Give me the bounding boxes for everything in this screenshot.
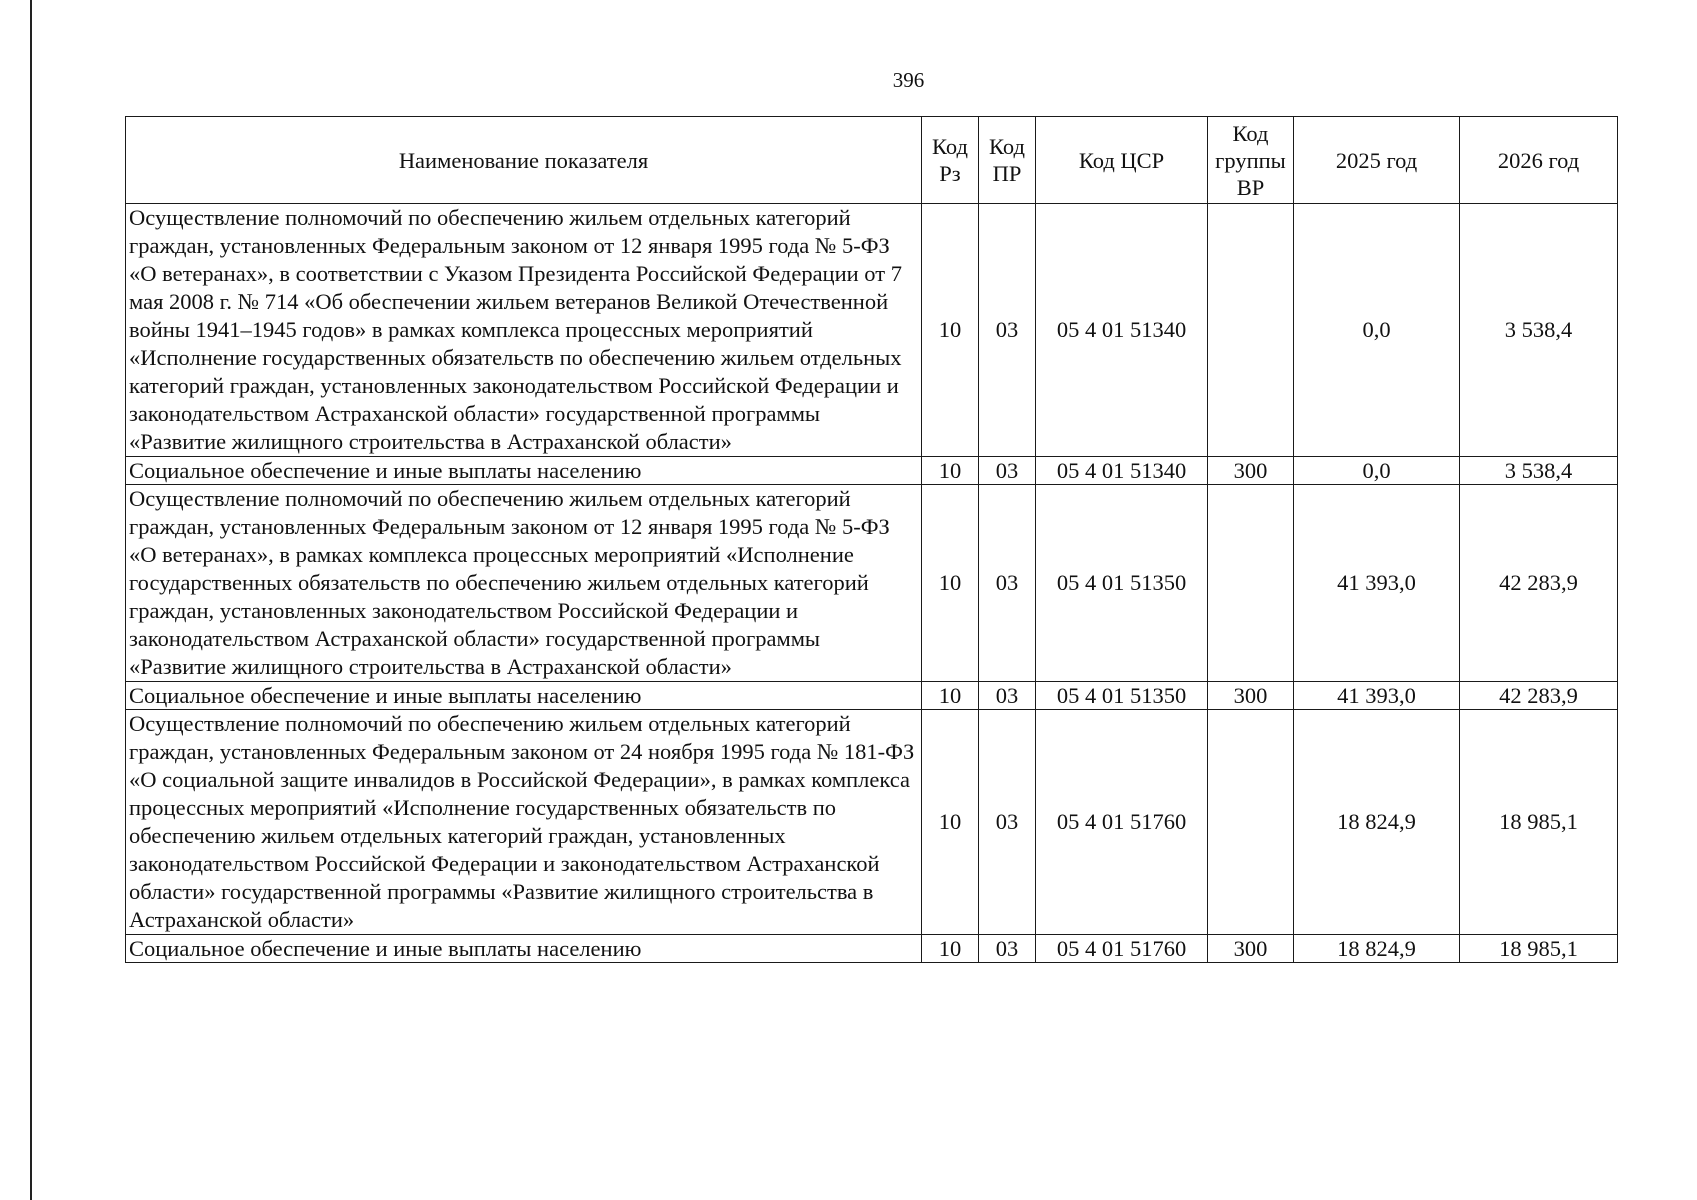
page-number: 396 [892, 68, 925, 92]
cell-name: Социальное обеспечение и иные выплаты населению [126, 682, 922, 710]
cell-rz: 10 [922, 204, 979, 457]
table-header-row [126, 117, 1618, 204]
cell-2025: 41 393,0 [1294, 485, 1460, 682]
cell-csr: 05 4 01 51760 [1036, 935, 1208, 963]
cell-csr: 05 4 01 51350 [1036, 485, 1208, 682]
cell-csr: 05 4 01 51760 [1036, 710, 1208, 935]
cell-csr: 05 4 01 51340 [1036, 204, 1208, 457]
cell-pr: 03 [979, 457, 1036, 485]
cell-csr: 05 4 01 51340 [1036, 457, 1208, 485]
cell-2026: 3 538,4 [1460, 457, 1618, 485]
cell-pr: 03 [979, 935, 1036, 963]
header-2026: 2026 год [1460, 117, 1618, 204]
cell-name: Осуществление полномочий по обеспечению жильем отдельных категорий граждан, установленных Федеральным законом от 24 ноября 1995 года № 181-ФЗ «О социальной защите инвалидов в Российской Федерации», в рамках комплекса процессных мероприятий «Исполнение государственных обязательств по обеспечению жильем отдельных категорий граждан, установленных законодательством Российской Федерации и законодательством Астраханской области» государственной программы «Развитие жилищного строительства в Астраханской области» [126, 710, 922, 935]
cell-2026: 3 538,4 [1460, 204, 1618, 457]
cell-vr [1208, 204, 1294, 457]
table-row [126, 204, 1618, 457]
header-csr: Код ЦСР [1036, 117, 1208, 204]
header-pr: Код ПР [979, 117, 1036, 204]
cell-pr: 03 [979, 204, 1036, 457]
cell-vr: 300 [1208, 457, 1294, 485]
cell-2025: 18 824,9 [1294, 935, 1460, 963]
cell-2026: 18 985,1 [1460, 710, 1618, 935]
header-vr: Код группы ВР [1208, 117, 1294, 204]
table-row [126, 710, 1618, 935]
budget-table [125, 116, 1618, 963]
header-name: Наименование показателя [126, 117, 922, 204]
cell-vr: 300 [1208, 935, 1294, 963]
cell-name: Социальное обеспечение и иные выплаты населению [126, 935, 922, 963]
cell-vr [1208, 710, 1294, 935]
table-row [126, 457, 1618, 485]
table-row [126, 682, 1618, 710]
cell-pr: 03 [979, 485, 1036, 682]
binding-margin-line [30, 0, 32, 1200]
cell-2025: 41 393,0 [1294, 682, 1460, 710]
cell-2026: 18 985,1 [1460, 935, 1618, 963]
cell-rz: 10 [922, 485, 979, 682]
header-2025: 2025 год [1294, 117, 1460, 204]
cell-name: Осуществление полномочий по обеспечению жильем отдельных категорий граждан, установленных Федеральным законом от 12 января 1995 года № 5-ФЗ «О ветеранах», в соответствии с Указом Президента Российской Федерации от 7 мая 2008 г. № 714 «Об обеспечении жильем ветеранов Великой Отечественной войны 1941–1945 годов» в рамках комплекса процессных мероприятий «Исполнение государственных обязательств по обеспечению жильем отдельных категорий граждан, установленных законодательством Российской Федерации и законодательством Астраханской области» государственной программы «Развитие жилищного строительства в Астраханской области» [126, 204, 922, 457]
cell-rz: 10 [922, 457, 979, 485]
cell-rz: 10 [922, 935, 979, 963]
cell-vr [1208, 485, 1294, 682]
cell-2025: 0,0 [1294, 457, 1460, 485]
cell-pr: 03 [979, 710, 1036, 935]
cell-2025: 18 824,9 [1294, 710, 1460, 935]
cell-2026: 42 283,9 [1460, 682, 1618, 710]
cell-csr: 05 4 01 51350 [1036, 682, 1208, 710]
cell-pr: 03 [979, 682, 1036, 710]
header-rz: Код Рз [922, 117, 979, 204]
cell-rz: 10 [922, 710, 979, 935]
cell-name: Социальное обеспечение и иные выплаты населению [126, 457, 922, 485]
cell-vr: 300 [1208, 682, 1294, 710]
cell-name: Осуществление полномочий по обеспечению жильем отдельных категорий граждан, установленных Федеральным законом от 12 января 1995 года № 5-ФЗ «О ветеранах», в рамках комплекса процессных мероприятий «Исполнение государственных обязательств по обеспечению жильем отдельных категорий граждан, установленных законодательством Российской Федерации и законодательством Астраханской области» государственной программы «Развитие жилищного строительства в Астраханской области» [126, 485, 922, 682]
cell-2026: 42 283,9 [1460, 485, 1618, 682]
cell-2025: 0,0 [1294, 204, 1460, 457]
table-row [126, 485, 1618, 682]
cell-rz: 10 [922, 682, 979, 710]
table-row [126, 935, 1618, 963]
